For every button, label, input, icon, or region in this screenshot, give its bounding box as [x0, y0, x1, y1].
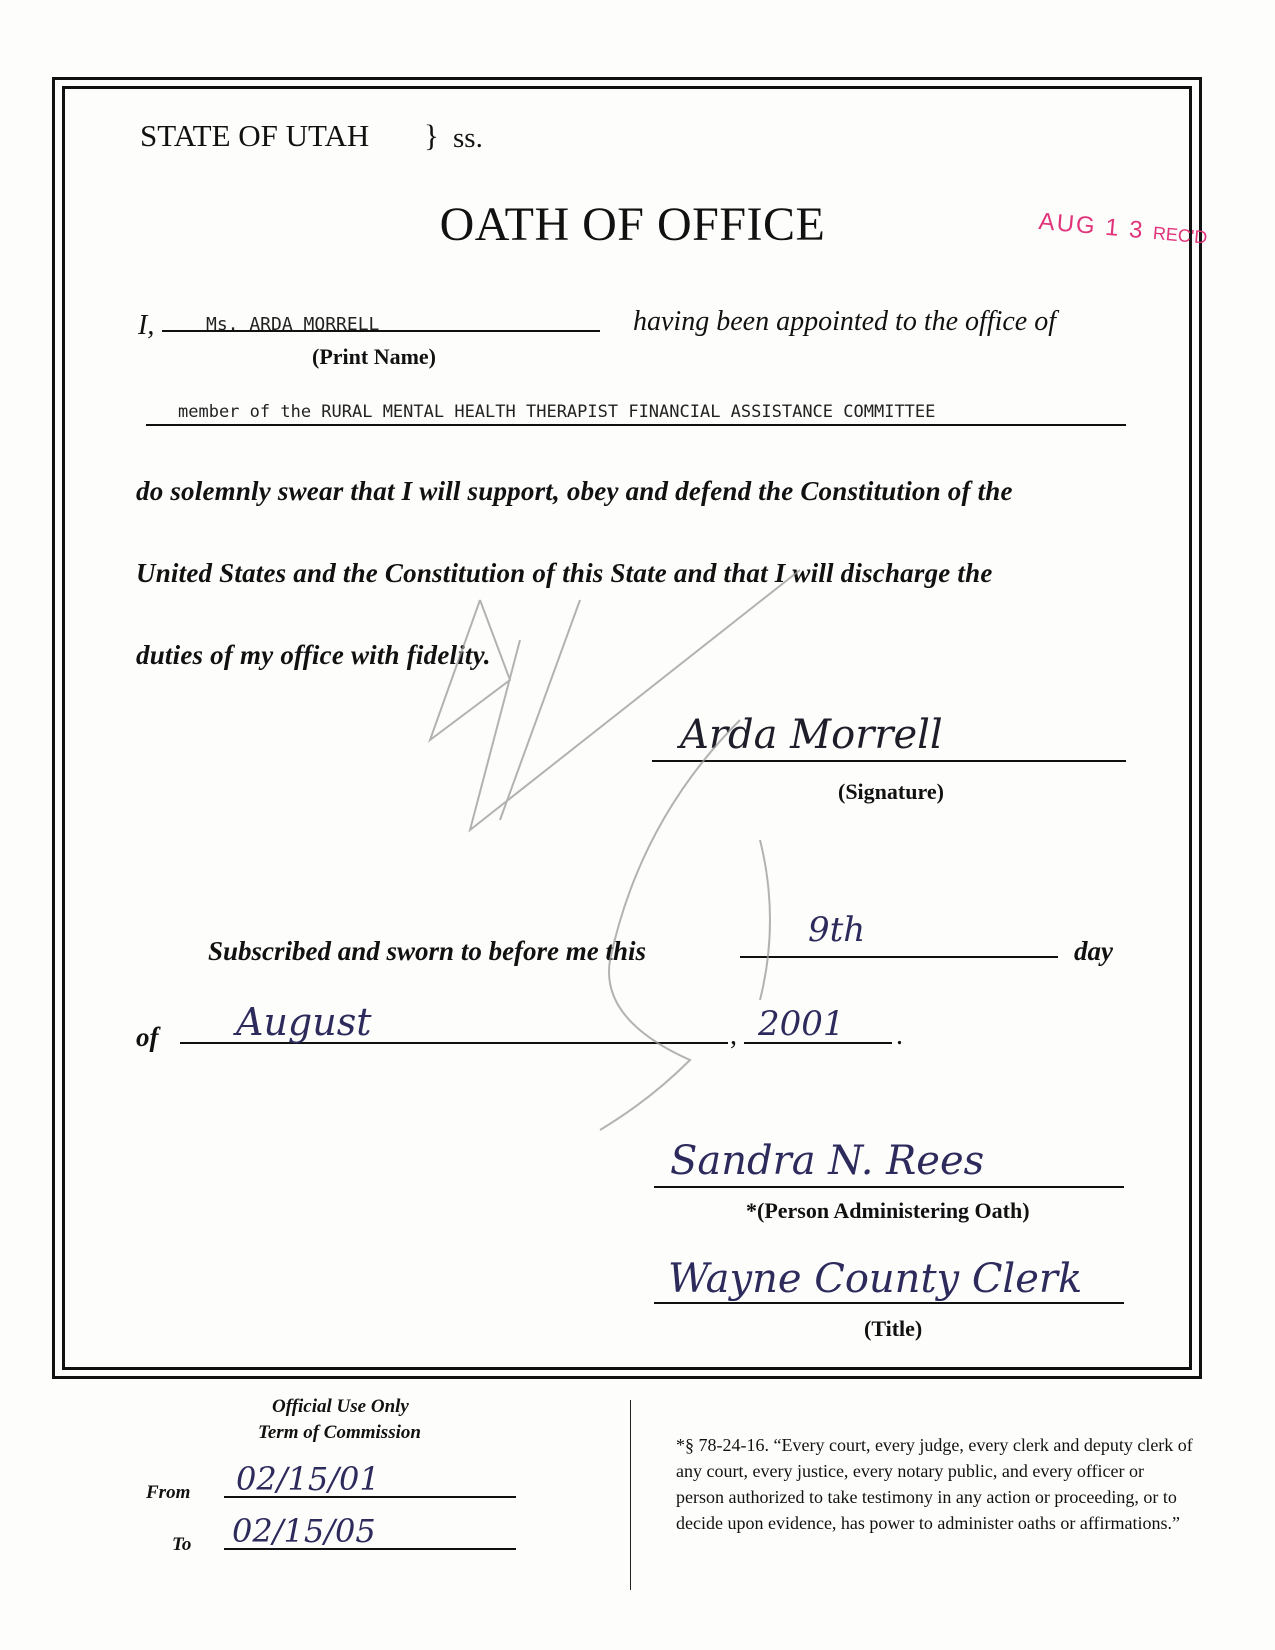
from-label: From [146, 1482, 191, 1503]
oath-line-1: do solemnly swear that I will support, obey and defend the Constitution of the [136, 476, 1013, 506]
ss-abbreviation: ss. [453, 122, 483, 154]
print-name-value: Ms. ARDA MORRELL [206, 314, 380, 335]
comma-mark: , [730, 1020, 737, 1051]
to-value: 02/15/05 [232, 1512, 376, 1550]
signature-caption: (Signature) [838, 779, 944, 804]
period-mark: . [896, 1020, 903, 1051]
brace-mark: } [424, 118, 439, 153]
signature-value: Arda Morrell [680, 712, 943, 758]
to-label: To [172, 1534, 192, 1555]
administrator-title-value: Wayne County Clerk [668, 1256, 1083, 1302]
official-use-heading: Official Use Only [272, 1396, 409, 1417]
signature-line [652, 760, 1126, 762]
administrator-line [654, 1186, 1124, 1188]
day-value: 9th [808, 910, 866, 950]
administrator-signature: Sandra N. Rees [670, 1138, 985, 1184]
state-heading: STATE OF UTAH [140, 118, 370, 153]
day-line [740, 956, 1058, 958]
document-title-text: OATH OF OFFICE [439, 198, 826, 251]
subscribed-text: Subscribed and sworn to before me this [208, 936, 647, 966]
administrator-caption: *(Person Administering Oath) [746, 1198, 1030, 1223]
of-label: of [136, 1022, 159, 1052]
oath-line-2: United States and the Constitution of this State and that I will discharge the [136, 558, 993, 588]
statute-text: *§ 78-24-16. “Every court, every judge, every clerk and deputy clerk of any court, every justice, every notary public, and every officer or person authorized to take testimony in any action or proceeding, or to decide upon evidence, has power to administer oaths or affirmations.” [676, 1435, 1193, 1533]
term-of-commission-heading: Term of Commission [258, 1422, 421, 1443]
i-label: I, [138, 310, 155, 341]
month-value: August [236, 1000, 372, 1044]
office-value: member of the RURAL MENTAL HEALTH THERAPIST FINANCIAL ASSISTANCE COMMITTEE [178, 402, 936, 422]
print-name-caption: (Print Name) [312, 344, 437, 369]
stamp-date: AUG 1 3 [1037, 208, 1146, 245]
day-label: day [1074, 936, 1113, 966]
title-line [654, 1302, 1124, 1304]
from-value: 02/15/01 [236, 1460, 380, 1498]
footer-divider [630, 1400, 631, 1590]
year-value: 2001 [758, 1004, 845, 1044]
office-line [146, 424, 1126, 426]
oath-line-3: duties of my office with fidelity. [136, 640, 491, 670]
stamp-recd: REC'D [1152, 222, 1209, 248]
document-border-inner [62, 86, 1192, 1370]
appointed-text: having been appointed to the office of [633, 306, 1057, 337]
title-caption: (Title) [864, 1316, 923, 1341]
